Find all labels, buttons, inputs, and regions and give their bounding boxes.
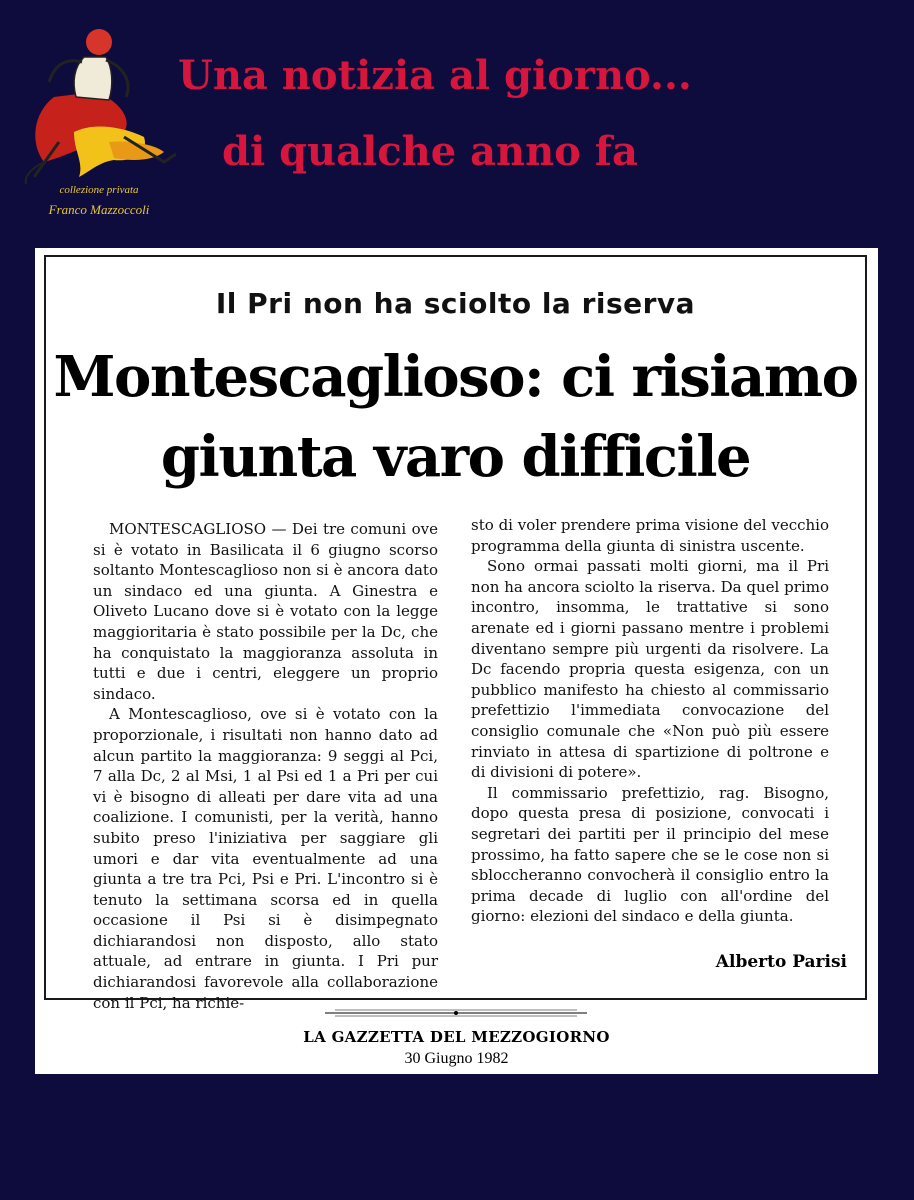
publication-date: 30 Giugno 1982	[404, 1050, 509, 1067]
collection-logo	[14, 12, 184, 230]
banner-line-2: di qualche anno fa	[222, 128, 638, 175]
article-paragraph: MONTESCAGLIOSO — Dei tre comuni ove si è votato in Basilicata il 6 giugno scorso soltanto Montescaglioso non si è ancora dato un sindaco ed una giunta. A Ginestra e Oliveto Lucano dove si è votato con la legge maggioritaria è stato possibile per la Dc, che ha conquistato la maggioranza assoluta in tutti e due i centri, eleggere un proprio sindaco.	[93, 520, 438, 703]
article-frame	[44, 255, 867, 1012]
article-paragraph: Sono ormai passati molti giorni, ma il Pri non ha ancora sciolto la riserva. Da quel primo incontro, insomma, le trattative si sono arenate ed i giorni passano mentre i problemi diventano sempre più urgenti da risolvere. La Dc facendo propria questa esigenza, con un pubblico manifesto ha chiesto al commissario prefettizio l'immediata convocazione del consiglio comunale che «Non può più essere rinviato in attesa di spartizione di poltrone e di divisioni di potere».	[471, 557, 829, 782]
article-headline-line-1: Montescaglioso: ci risiamo	[53, 344, 858, 410]
newspaper-clipping	[35, 248, 878, 1074]
article-column-left	[93, 519, 438, 1013]
logo-caption-owner: Franco Mazzoccoli	[48, 202, 150, 217]
dancer-illustration-icon	[14, 12, 184, 187]
article-headline-line-2: giunta varo difficile	[160, 424, 751, 490]
divider-ornament-icon	[325, 1008, 587, 1018]
banner-line-1: Una notizia al giorno...	[178, 52, 692, 99]
article-paragraph: sto di voler prendere prima visione del vecchio programma della giunta di sinistra uscente.	[471, 516, 829, 555]
article-author: Alberto Parisi	[715, 952, 847, 972]
article-column-right	[471, 515, 829, 927]
newspaper-masthead: LA GAZZETTA DEL MEZZOGIORNO	[303, 1028, 610, 1046]
article-paragraph: A Montescaglioso, ove si è votato con la proporzionale, i risultati non hanno dato ad alcun partito la maggioranza: 9 seggi al Pci, 7 alla Dc, 2 al Msi, 1 al Psi ed 1 a Pri per cui vi è bisogno di alleati per dare vita ad una coalizione. I comunisti, per la verità, hanno subito preso l'iniziativa per saggiare gli umori e dar vita eventualmente ad una giunta a tre tra Pci, Psi e Pri. L'incontro si è tenuto la settimana scorsa ed in quella occasione il Psi si è disimpegnato dichiarandosi non disposto, allo stato attuale, ad entrare in giunta. I Pri pur dichiarandosi favorevole alla collaborazione con il Pci, ha richie-	[93, 705, 438, 1012]
logo-caption-collection: collezione privata	[59, 184, 139, 196]
article-paragraph: Il commissario prefettizio, rag. Bisogno, dopo questa presa di posizione, convocati i segretari dei partiti per il principio del mese prossimo, ha fatto sapere che se le cose non si sbloccheranno convocherà il consiglio entro la prima decade di luglio con all'ordine del giorno: elezioni del sindaco e della giunta.	[471, 783, 829, 926]
article-kicker: Il Pri non ha sciolto la riserva	[215, 287, 696, 320]
